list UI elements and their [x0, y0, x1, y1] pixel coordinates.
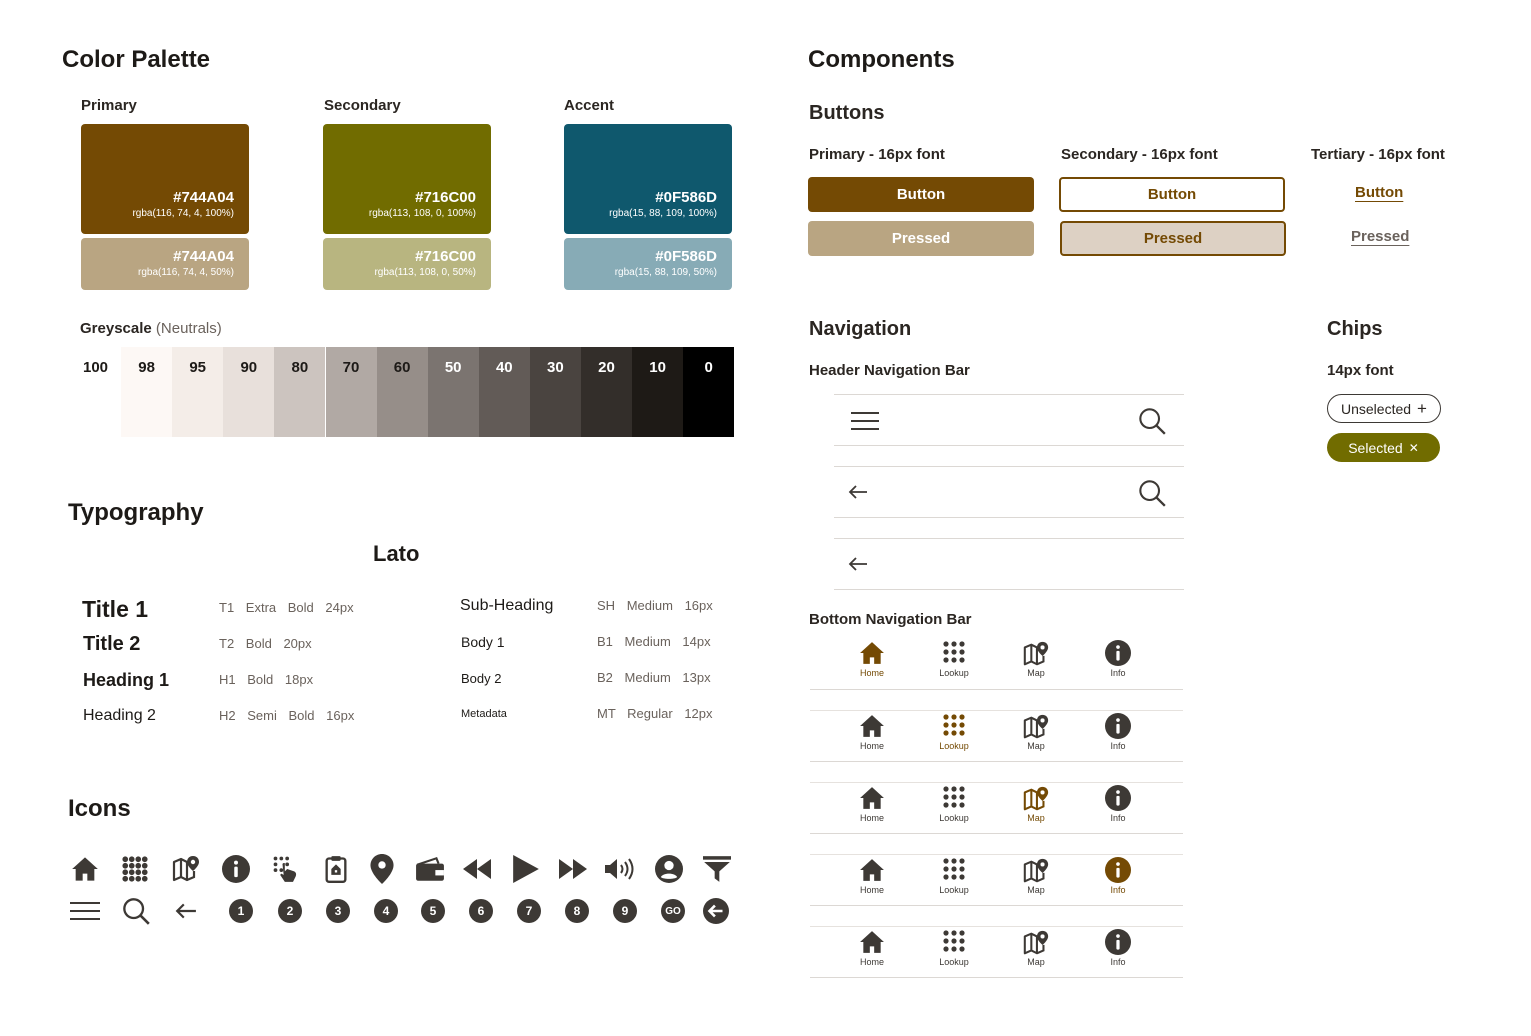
- info-icon: [1105, 857, 1131, 883]
- info-icon: [1105, 929, 1131, 955]
- typography-title: Typography: [68, 499, 204, 526]
- number-circle: 5: [421, 899, 445, 923]
- spec-weight: Bold: [247, 672, 274, 687]
- back-circle-icon: [700, 895, 732, 927]
- bottom-nav-item-map[interactable]: [1006, 713, 1066, 761]
- bottom-nav-item-map[interactable]: [1006, 929, 1066, 977]
- bottom-nav-item-label: Info: [1110, 957, 1126, 967]
- greyscale-swatch-60: 60: [377, 347, 428, 437]
- type-title-1: Title 1: [82, 596, 149, 622]
- header-nav-bar-back-search: [834, 466, 1184, 518]
- accent-swatch-50: [564, 238, 732, 290]
- secondary-button-label: Secondary - 16px font: [1061, 146, 1218, 163]
- type-title-2-spec: [219, 636, 312, 651]
- number-9-icon: [609, 895, 641, 927]
- icons-title: Icons: [68, 795, 131, 822]
- primary-button[interactable]: Button: [808, 177, 1034, 212]
- type-heading-1-spec: [219, 672, 313, 687]
- plus-icon: +: [1417, 398, 1427, 418]
- bottom-nav-item-lookup[interactable]: [924, 785, 984, 833]
- spec-size: 16px: [684, 598, 713, 613]
- bottom-nav-item-info[interactable]: [1088, 640, 1148, 688]
- account-icon: [653, 853, 685, 885]
- swatch-rgba: rgba(15, 88, 109, 100%): [609, 208, 717, 219]
- primary-button-pressed[interactable]: Pressed: [808, 221, 1034, 256]
- components-title: Components: [808, 46, 955, 73]
- number-1-icon: [225, 895, 257, 927]
- number-circle: 9: [613, 899, 637, 923]
- back-arrow-icon[interactable]: [848, 484, 868, 505]
- bottom-nav-item-label: Lookup: [939, 957, 969, 967]
- bottom-nav-item-map[interactable]: [1006, 640, 1066, 688]
- type-heading-1: Heading 1: [83, 670, 170, 690]
- spec-size: 13px: [682, 670, 711, 685]
- map-icon: [170, 853, 202, 885]
- bottom-nav-item-lookup[interactable]: [924, 713, 984, 761]
- spec-code: T1: [219, 600, 235, 615]
- primary-label: Primary: [81, 97, 137, 114]
- rewind-icon: [461, 853, 493, 885]
- greyscale-swatch-80: 80: [274, 347, 325, 437]
- info-icon: [220, 853, 252, 885]
- swatch-rgba: rgba(116, 74, 4, 50%): [138, 267, 234, 278]
- chip-selected[interactable]: [1327, 433, 1440, 462]
- header-nav-bar-menu: [834, 394, 1184, 446]
- chip-label: Unselected: [1341, 400, 1412, 417]
- bottom-nav-item-info[interactable]: [1088, 713, 1148, 761]
- spec-weight: Bold: [245, 636, 272, 651]
- bottom-nav-item-lookup[interactable]: [924, 857, 984, 905]
- close-icon: ✕: [1408, 440, 1419, 455]
- grid-icon: [942, 785, 966, 811]
- greyscale-suffix: (Neutrals): [155, 320, 222, 337]
- chips-title: Chips: [1327, 318, 1383, 340]
- map-icon: [1022, 713, 1050, 739]
- number-circle: 7: [517, 899, 541, 923]
- type-title-1-spec: [219, 600, 354, 615]
- swatch-rgba: rgba(113, 108, 0, 100%): [368, 208, 476, 219]
- grid-icon: [942, 713, 966, 739]
- color-palette-title: Color Palette: [62, 46, 211, 73]
- header-nav-bar-back: [834, 538, 1184, 590]
- number-4-icon: [370, 895, 402, 927]
- bottom-nav-bar: [810, 710, 1183, 762]
- header-nav-label: Header Navigation Bar: [809, 362, 970, 379]
- back-arrow-icon: [170, 895, 202, 927]
- menu-icon: [69, 895, 101, 927]
- map-icon: [1022, 785, 1050, 811]
- play-icon: [510, 853, 542, 885]
- swatch-hex: #716C00: [415, 189, 476, 206]
- primary-button-label: Primary - 16px font: [809, 146, 945, 163]
- number-5-icon: [417, 895, 449, 927]
- chips-font-label: 14px font: [1327, 362, 1394, 379]
- greyscale-swatch-30: 30: [530, 347, 581, 437]
- type-body-2-spec: [597, 670, 711, 685]
- number-circle: 4: [374, 899, 398, 923]
- greyscale-swatch-70: 70: [326, 347, 377, 437]
- home-icon: [859, 929, 885, 955]
- primary-swatch: [81, 124, 249, 234]
- navigation-title: Navigation: [809, 318, 912, 340]
- type-sub-heading-spec: [597, 598, 713, 613]
- bottom-nav-item-label: Map: [1027, 885, 1045, 895]
- bottom-nav-item-home[interactable]: [842, 640, 902, 688]
- fast-forward-icon: [557, 853, 589, 885]
- bottom-nav-item-label: Home: [859, 957, 884, 967]
- clipboard-icon: [320, 853, 352, 885]
- bottom-nav-item-info[interactable]: [1088, 785, 1148, 833]
- home-icon: [69, 853, 101, 885]
- number-8-icon: [561, 895, 593, 927]
- map-icon: [1022, 929, 1050, 955]
- back-arrow-icon[interactable]: [848, 556, 868, 577]
- chip-label: Selected: [1348, 439, 1403, 456]
- tertiary-button[interactable]: Button: [1355, 184, 1404, 201]
- accent-label: Accent: [564, 97, 615, 114]
- bottom-nav-item-label: Map: [1027, 668, 1045, 678]
- spec-code: SH: [597, 598, 616, 613]
- type-body-1: Body 1: [461, 634, 505, 650]
- spec-code: H1: [219, 672, 236, 687]
- bottom-nav-bar: [810, 782, 1183, 834]
- filter-icon: [701, 853, 733, 885]
- swatch-hex: #716C00: [415, 248, 476, 265]
- bottom-nav-item-label: Lookup: [939, 885, 969, 895]
- info-icon: [1105, 785, 1131, 811]
- bottom-nav-bar: [810, 638, 1183, 690]
- greyscale-swatch-10: 10: [632, 347, 683, 437]
- bottom-nav-item-label: Home: [859, 741, 884, 751]
- bottom-nav-item-lookup[interactable]: [924, 640, 984, 688]
- number-3-icon: [322, 895, 354, 927]
- menu-icon[interactable]: [851, 411, 881, 436]
- wallet-icon: [414, 853, 446, 885]
- greyscale-swatch-95: 95: [172, 347, 223, 437]
- bottom-nav-item-lookup[interactable]: [924, 929, 984, 977]
- grid-icon: [942, 929, 966, 955]
- bottom-nav-item-label: Info: [1110, 668, 1126, 678]
- bottom-nav-item-label: Map: [1027, 957, 1045, 967]
- bottom-nav-item-label: Lookup: [939, 813, 969, 823]
- search-icon[interactable]: [1138, 479, 1166, 512]
- number-2-icon: [274, 895, 306, 927]
- secondary-button-pressed[interactable]: Pressed: [1060, 221, 1286, 256]
- bottom-nav-label: Bottom Navigation Bar: [809, 611, 972, 628]
- bottom-nav-item-home[interactable]: [842, 857, 902, 905]
- spec-code: H2: [219, 708, 236, 723]
- search-icon[interactable]: [1138, 407, 1166, 440]
- number-circle: 6: [469, 899, 493, 923]
- spec-weight: Medium: [624, 670, 671, 685]
- secondary-label: Secondary: [324, 97, 401, 114]
- bottom-nav-item-label: Map: [1027, 813, 1045, 823]
- search-icon: [120, 895, 152, 927]
- swatch-hex: #0F586D: [655, 248, 717, 265]
- type-metadata: Metadata: [461, 708, 507, 720]
- bottom-nav-item-label: Home: [859, 885, 884, 895]
- type-metadata-spec: [597, 706, 713, 721]
- home-icon: [859, 857, 885, 883]
- secondary-swatch-50: [323, 238, 491, 290]
- greyscale-swatch-100: 100: [70, 347, 121, 437]
- greyscale-swatch-50: 50: [428, 347, 479, 437]
- bottom-nav-item-label: Home: [859, 668, 884, 678]
- info-icon: [1105, 640, 1131, 666]
- grid-icon: [119, 853, 151, 885]
- spec-size: 16px: [326, 708, 355, 723]
- type-body-1-spec: [597, 634, 711, 649]
- number-circle: 8: [565, 899, 589, 923]
- type-sub-heading: Sub-Heading: [460, 597, 554, 614]
- greyscale-swatch-20: 20: [581, 347, 632, 437]
- chip-unselected[interactable]: [1327, 394, 1441, 423]
- number-circle: GO: [661, 899, 685, 923]
- greyscale-swatch-40: 40: [479, 347, 530, 437]
- number-circle: 1: [229, 899, 253, 923]
- location-pin-icon: [366, 853, 398, 885]
- spec-weight: Medium: [626, 598, 673, 613]
- bottom-nav-item-home[interactable]: [842, 785, 902, 833]
- bottom-nav-item-label: Home: [859, 813, 884, 823]
- accent-swatch: [564, 124, 732, 234]
- grid-icon: [942, 857, 966, 883]
- bottom-nav-item-label: Lookup: [939, 668, 969, 678]
- spec-weight: Semi Bold: [247, 708, 315, 723]
- bottom-nav-item-info[interactable]: [1088, 857, 1148, 905]
- swatch-hex: #744A04: [173, 189, 234, 206]
- bottom-nav-bar: [810, 854, 1183, 906]
- secondary-swatch: [323, 124, 491, 234]
- greyscale-swatch-0: 0: [683, 347, 734, 437]
- bottom-nav-item-map[interactable]: [1006, 857, 1066, 905]
- font-name: Lato: [373, 541, 420, 566]
- swatch-hex: #0F586D: [655, 189, 717, 206]
- volume-icon: [604, 853, 636, 885]
- tertiary-button-label: Tertiary - 16px font: [1311, 146, 1445, 163]
- home-icon: [859, 785, 885, 811]
- type-title-2: Title 2: [83, 633, 141, 655]
- greyscale-swatch-98: 98: [121, 347, 172, 437]
- spec-size: 14px: [682, 634, 711, 649]
- spec-code: B2: [597, 670, 613, 685]
- spec-code: B1: [597, 634, 613, 649]
- bottom-nav-item-home[interactable]: [842, 713, 902, 761]
- number-7-icon: [513, 895, 545, 927]
- bottom-nav-bar: [810, 926, 1183, 978]
- bottom-nav-item-info[interactable]: [1088, 929, 1148, 977]
- bottom-nav-item-label: Map: [1027, 741, 1045, 751]
- greyscale-label: [80, 320, 222, 337]
- swatch-hex: #744A04: [173, 248, 234, 265]
- bottom-nav-item-label: Info: [1110, 885, 1126, 895]
- secondary-button[interactable]: Button: [1059, 177, 1285, 212]
- number-circle: 2: [278, 899, 302, 923]
- type-heading-2-spec: [219, 708, 354, 723]
- number-go-icon: [657, 895, 689, 927]
- map-icon: [1022, 857, 1050, 883]
- greyscale-title: Greyscale: [80, 320, 152, 337]
- home-icon: [859, 640, 885, 666]
- grid-icon: [942, 640, 966, 666]
- bottom-nav-item-label: Info: [1110, 741, 1126, 751]
- spec-size: 12px: [684, 706, 713, 721]
- home-icon: [859, 713, 885, 739]
- bottom-nav-item-label: Info: [1110, 813, 1126, 823]
- spec-weight: Extra Bold: [245, 600, 314, 615]
- tertiary-button-pressed[interactable]: Pressed: [1351, 228, 1410, 245]
- spec-size: 24px: [325, 600, 354, 615]
- info-icon: [1105, 713, 1131, 739]
- number-6-icon: [465, 895, 497, 927]
- tap-icon: [270, 853, 302, 885]
- spec-size: 20px: [283, 636, 312, 651]
- bottom-nav-item-label: Lookup: [939, 741, 969, 751]
- swatch-rgba: rgba(15, 88, 109, 50%): [614, 267, 717, 278]
- spec-code: T2: [219, 636, 235, 651]
- type-heading-2: Heading 2: [83, 707, 156, 724]
- map-icon: [1022, 640, 1050, 666]
- spec-weight: Regular: [627, 706, 673, 721]
- buttons-title: Buttons: [809, 102, 885, 124]
- swatch-rgba: rgba(113, 108, 0, 50%): [374, 267, 476, 278]
- bottom-nav-item-home[interactable]: [842, 929, 902, 977]
- bottom-nav-item-map[interactable]: [1006, 785, 1066, 833]
- spec-size: 18px: [284, 672, 314, 687]
- primary-swatch-50: [81, 238, 249, 290]
- type-body-2: Body 2: [461, 671, 502, 686]
- swatch-rgba: rgba(116, 74, 4, 100%): [132, 208, 234, 219]
- number-circle: 3: [326, 899, 350, 923]
- spec-code: MT: [597, 706, 616, 721]
- spec-weight: Medium: [624, 634, 671, 649]
- greyscale-swatch-90: 90: [223, 347, 274, 437]
